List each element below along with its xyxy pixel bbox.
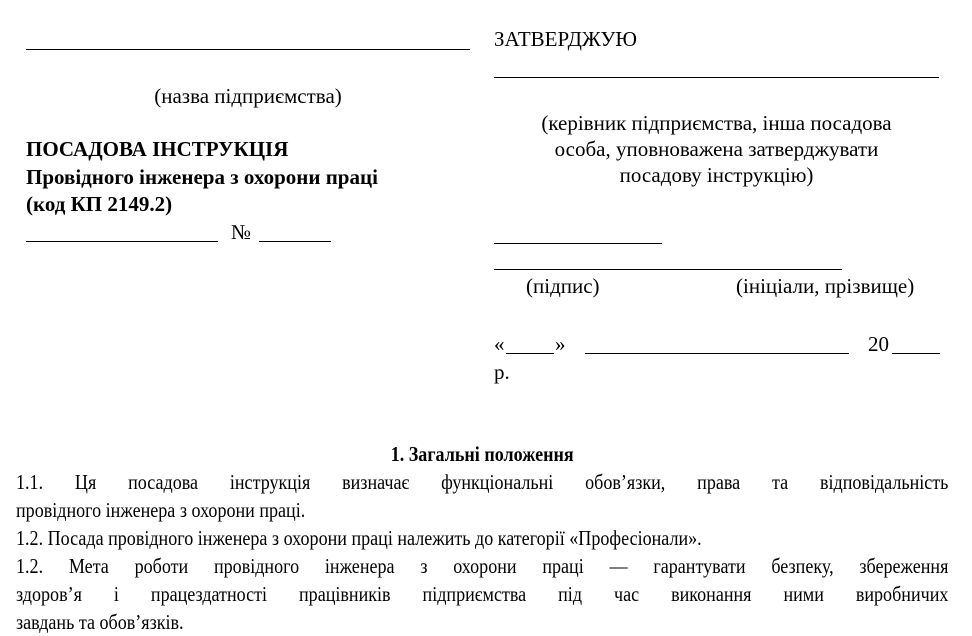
date-close-quote: » [555, 332, 566, 356]
company-name-blank[interactable] [26, 49, 470, 50]
doc-number-blank[interactable] [259, 241, 331, 242]
section-general-provisions [16, 440, 948, 636]
month-blank[interactable] [585, 353, 849, 354]
paragraph-1-1-line-2: провідного інженера з охорони праці. [16, 498, 306, 522]
approver-hint-line-1: (керівник підприємства, інша посадова [541, 111, 892, 135]
document-title: ПОСАДОВА ІНСТРУКЦІЯ [26, 137, 289, 161]
year-suffix: р. [494, 360, 510, 384]
approver-hint-line-3: посадову інструкцію) [619, 163, 814, 187]
approver-hint-line-2: особа, уповноважена затверджувати [554, 137, 879, 161]
section-title: 1. Загальні положення [390, 442, 574, 466]
name-blank[interactable] [494, 269, 842, 270]
date-open-quote: « [494, 332, 505, 356]
position-code: (код КП 2149.2) [26, 192, 173, 216]
name-hint: (ініціали, прізвище) [736, 274, 915, 298]
year-blank[interactable] [892, 353, 940, 354]
signature-blank[interactable] [494, 243, 662, 244]
doc-date-blank[interactable] [26, 241, 218, 242]
day-blank[interactable] [506, 353, 554, 354]
paragraph-1-3-line-1: 1.2. Мета роботи провідного інженера з охорони праці — гарантувати безпеку, збереження [16, 554, 949, 578]
paragraph-1-3-line-3: завдань та обов’язків. [16, 610, 184, 634]
year-prefix: 20 [868, 332, 889, 356]
position-name: Провідного інженера з охорони праці [26, 165, 378, 189]
paragraph-1-2-line-1: 1.2. Посада провідного інженера з охорони праці належить до категорії «Професіонали». [16, 526, 702, 550]
number-sign: № [231, 220, 252, 244]
company-name-hint: (назва підприємства) [154, 84, 342, 108]
signature-hint: (підпис) [526, 274, 600, 298]
paragraph-1-1-line-1: 1.1. Ця посадова інструкція визначає функціональні обов’язки, права та відповідальність [16, 470, 949, 494]
approve-label: ЗАТВЕРДЖУЮ [494, 27, 637, 51]
approver-blank[interactable] [494, 77, 939, 78]
paragraph-1-3-line-2: здоров’я і працездатності працівників підприємства під час виконання ними виробничих [16, 582, 949, 606]
